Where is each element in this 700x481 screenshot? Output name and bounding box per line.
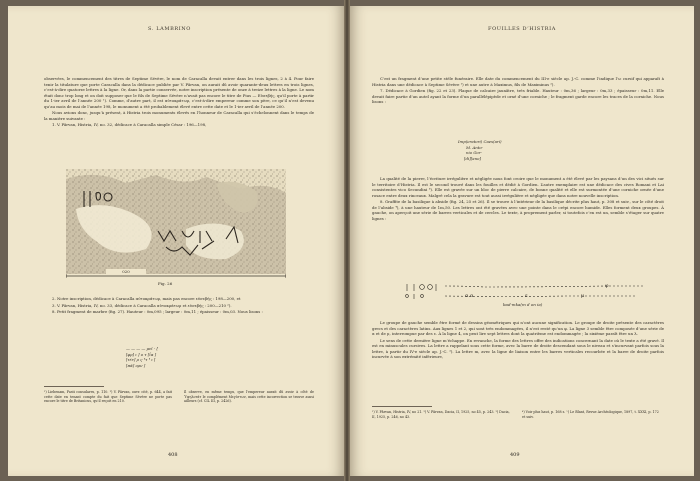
greek-line-3: [τέτ] ρ ς ⸢τ ⸣ ι [ [126, 357, 156, 362]
footnote-left-col2: Il observe, en même temps, que l’empereur aurait dû avoir à côté de Ὑψηλοτάτ le complément Μεγίστων, mais cette incorrection se trouve aussi ailleurs (cf. CIL III, p. 2426). [184, 390, 314, 404]
svg-text:ε: ε [525, 293, 528, 299]
footnotes-right-col2: ⁴) Voir plus haut, p. 168 s. ⁵) Le Blant, Revue Archéologique, 1897, t. XXXI, p. 172 et suiv. [522, 410, 659, 419]
list-item-2: 2. Notre inscription, dédicace à Caracalla αὐτοκράτωρ, mais pas encore εὐσεβής : 198—200, et [52, 296, 241, 301]
running-head-right: FOUILLES D’HISTRIA [488, 26, 556, 32]
list-item-3: 3. V. Pârvan, Histria, IV, no. 33, dédicace à Caracalla αὐτοκράτωρ et εὐσεβής : 200—210 ²). [52, 302, 232, 308]
latin-line-3: nio Gor- [466, 150, 482, 155]
footnotes-right-col1: ¹) V. Pârvan, Histria, IV, no 21. ²) V. Pârvan, Dacia, II, 1925, no 45, p. 243. ³) Dacia, II, 1925, p. 246, no 43. [372, 410, 510, 419]
right-body-top [372, 76, 664, 106]
paragraph-caracalla-titles: observées, le commencement des titres de Septime Sévère, le nom de Caracalla devait entrer dans les trois lignes, 2 à 4. Pour faire tenir la titulature que porte Caracalla dans la dédicace publiée par V. Pârvan, on aurait dû avoir quarante-deux lettres en trois lignes, c’est-à-dire quatorze lettres à la ligne. Or, dans la partie conservée, notre inscription présente de onze à treize lettres à la ligne. Le nom était donc trop long et on doit supposer que le fils de Septime Sévère n’avait pas encore le titre de Pius — Εὐσεβής, qu’il porte à partir du 1-ier avril de l’année 200 ¹). Comme, d’autre part, il est αὐτοκράτωρ, c’est-à-dire empereur comme son père, ce qu’il n’est devenu qu’au mois de mai de l’année 198, le monument a été probablement élevé entre cette date et le 1-ier avril de l’année 200. [44, 76, 314, 109]
paragraph-fragment-8: 8. Petit fragment de marbre (fig. 27). Hauteur : 0m,095 ; largeur : 0m,11 ; épaisseur : 0m,03. Nous lisons : [52, 309, 263, 315]
svg-text:α α: α α [465, 293, 474, 299]
right-body-bottom [372, 320, 664, 361]
right-body-middle [372, 176, 664, 222]
scale-bar [66, 274, 286, 278]
left-page [8, 6, 344, 476]
greek-line-1: — — — — μεῖ - [ [126, 346, 158, 351]
running-head-left: S. LAMBRINO [148, 26, 191, 32]
inscription-photo [66, 169, 286, 274]
paragraph-meaning: Le sens de cette dernière ligne m’échappe. En revanche, la forme des lettres offre des indications concernant la date où le texte a été gravé. Il est en minuscules cursives. La lettre a rappelant sous cette forme, avec la barre de droite descendant sous le niveau et s’incurvant parfois sous la lettre, à partir du IV-e siècle ap. J.-C. ⁵). La lettre m, avec la ligne de liaison entre les barres verticales recourbée et la barre de droite parfois incurvée à son extrémité inférieure, [372, 337, 664, 360]
latin-line-1: Imp(eratori) Caes(ari) [458, 139, 502, 144]
paragraph-stele: C’est un fragment d’une petite stèle funéraire. Elle date du commencement du III-e siècle ap. J.-C. comme l’indique l’ω cursif qui apparaît à Histria dans une dédicace à Septime Sévère ¹) et une autre à Maximus, fils de Maximinus ²). [372, 76, 664, 87]
stone-fragment-illustration [66, 169, 286, 274]
graffito-reading: bad·mka(m d on ia) [503, 302, 543, 307]
svg-text:φ: φ [605, 283, 609, 289]
paragraph-graffito: 8. Graffite de la basilique à abside (fig. 24, 25 et 26). Il se trouve à l’intérieur de la basilique décrite plus haut, p. 308 et suiv., sur le côté droit de l’abside ⁴), à une hauteur de 1m,50. Les lettres ont été gravées avec une pointe dans le crépi encore humide. Elles forment deux groupes. À gauche, on aperçoit une série de barres verticales et de cercles. Le texte, à proprement parler, si toutefois c’en est un, semble s’étager sur quatre lignes : [372, 199, 664, 221]
latin-transcription [458, 139, 578, 161]
paragraph-left-group: Le groupe de gauche semble être formé de dessins géométriques qui n’ont aucune signification. Le groupe de droite présente des caractères grecs et des caractères latins. Aux lignes 1 et 2, qui sont très endommagées, il n’est resté qu’un φ. La ligne 3 semble être composée d’une série de α et de μ, interrompue par des ε. À la ligne 4, on peut lire sept lettres dont la quatrième est endommagée ; la sixième paraît être un λ. [372, 320, 664, 336]
page-number-left: 408 [168, 452, 178, 458]
latin-line-2: M. Anto- [466, 144, 483, 150]
graffito-drawing [405, 278, 661, 314]
footnote-rule-left [44, 386, 104, 387]
greek-line-4: [πᾶ] ορν ] [126, 362, 146, 368]
greek-line-2: [φρ] ι ] ο τ [ΐα ] [126, 351, 157, 357]
greek-transcription [126, 346, 246, 368]
latin-line-4: [di][ano] [464, 155, 481, 161]
footnote-left-col1: ¹) Liebenam, Fasti consulares, p. 110. ²) V. Pârvan, ouvr. cité, p. 644, a fait cette date en tenant compte du fait que Septime Sévère ne porte pas encore le titre de Britanicus, qu’il reçoit en 210. [44, 390, 172, 404]
paragraph-stone-quality: La qualité de la pierre, l’écriture irrégulière et négligée nous font croire que le monument a été élevé par les paysans d’un des vici situés sur le territoire d’Histria. Il est le second trouvé dans les fouilles et dédié à Gordien. L’autre exemplaire est une dédicace des cives Romani et Lai consistentes vico Secundini ³). Elle est gravée sur un bloc de pierre calcaire, de bonne qualité et elle est surmontée d’une corniche ornée d’une rosace entre deux rinceaux. Malgré cela la gravure est tout aussi irrégulière et négligée que dans notre nouvelle inscription. [372, 176, 664, 198]
scale-label: 020 [106, 269, 146, 275]
list-item-1: 1. V. Pârvan, Histria, IV, no. 32, dédicace à Caracalla simple César : 196—198, [52, 122, 207, 128]
left-body-bottom [44, 296, 314, 316]
footnote-rule-right [372, 406, 432, 407]
paragraph-three-monuments: Nous avions donc, jusqu’à présent, à Histria trois monuments élevés en l’honneur de Caracalla qui s’échelonnent dans le temps de la manière suivante : [44, 110, 314, 121]
figure-caption: Fig. 26 [158, 281, 173, 286]
graffito-transcription [405, 278, 661, 314]
svg-text:μ: μ [581, 293, 585, 299]
page-number-right: 409 [510, 452, 520, 458]
paragraph-gordien: 7. Dédicace à Gordien (fig. 22 et 23). Plaque de calcaire jaunâtre, très friable. Hauteur : 0m,36 ; largeur : 0m,33 ; épaisseur : 0m,11. Elle devait faire partie d’un autel ayant la forme d’un parallélépipède et orné d’une corniche ; le fragment garde encore les traces de la corniche. Nous lisons : [372, 88, 664, 105]
left-body-top [44, 76, 314, 129]
right-page [350, 6, 694, 476]
